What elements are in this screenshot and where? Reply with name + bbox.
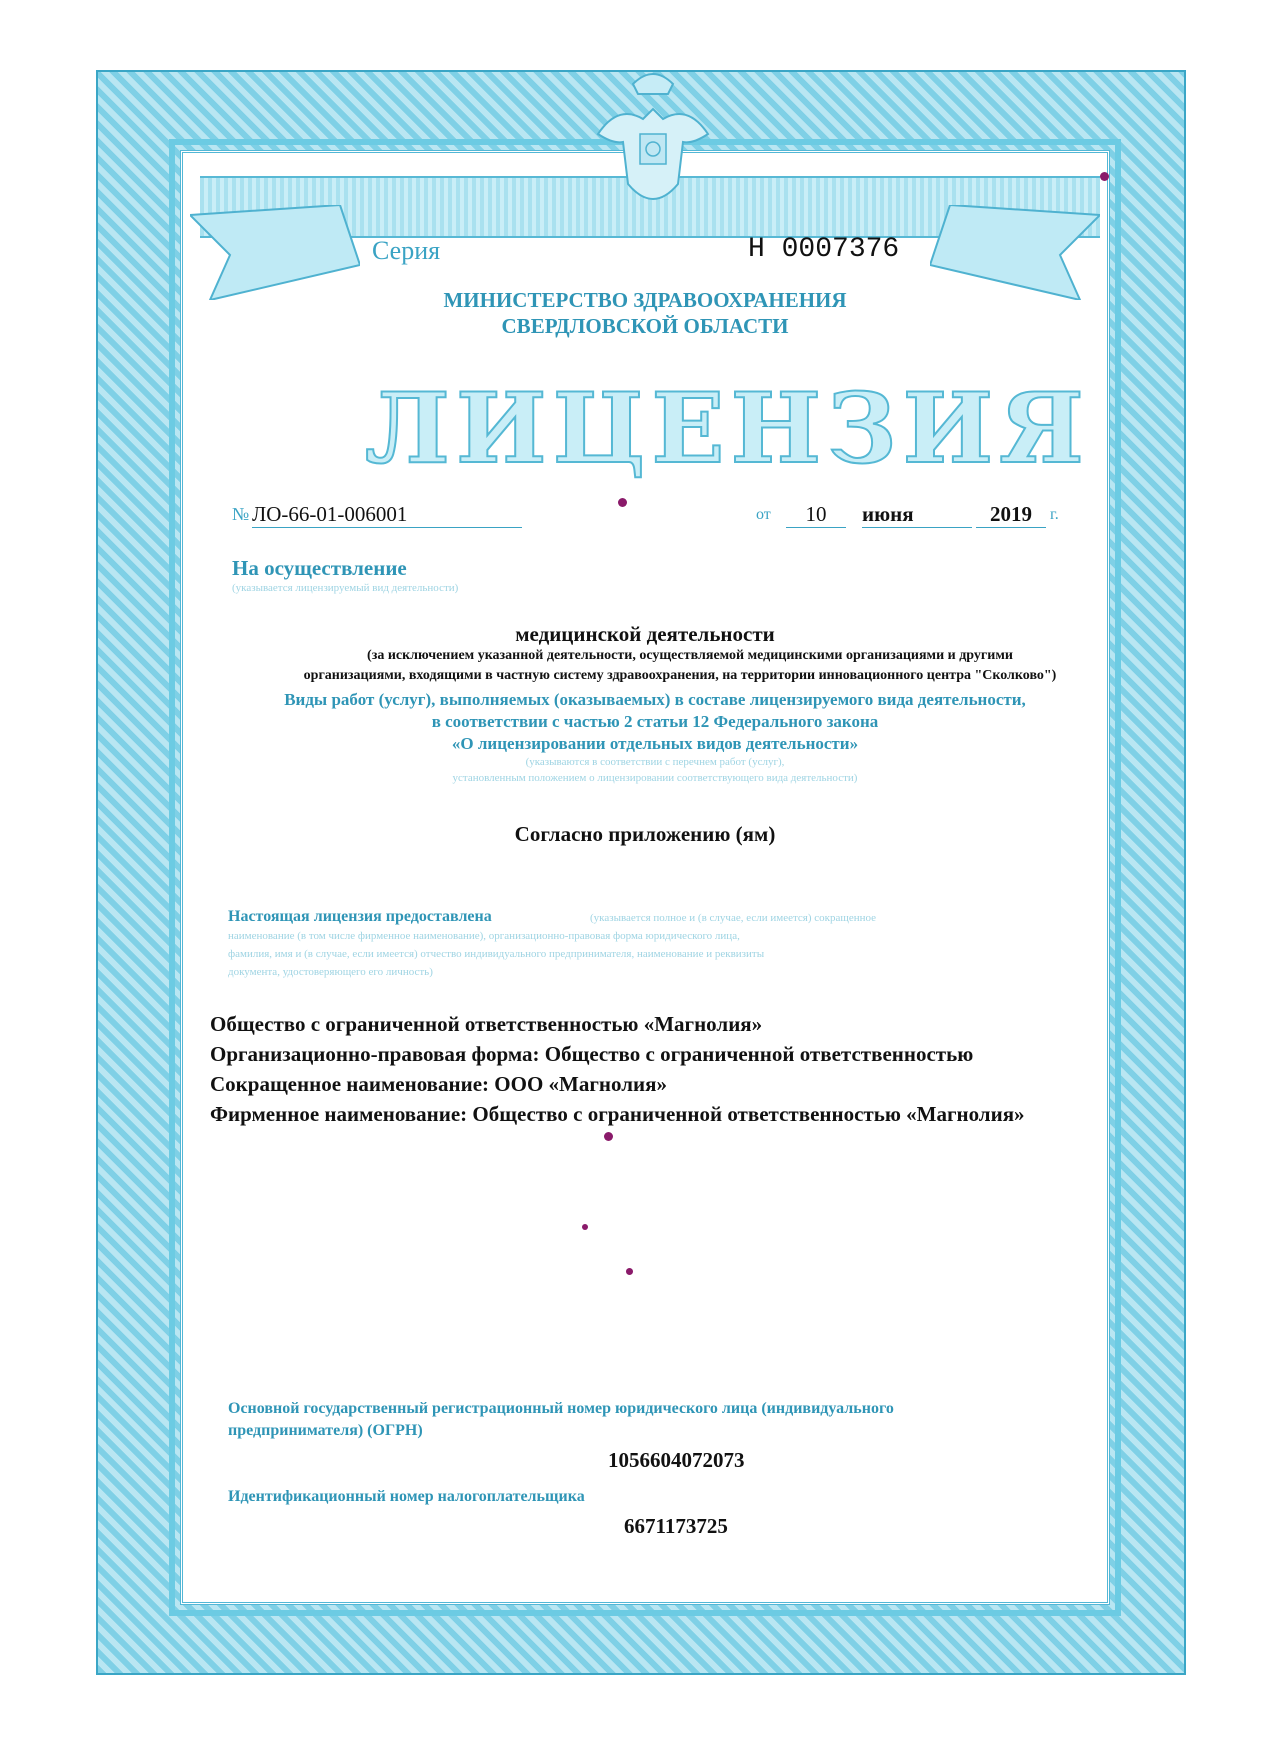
activity-hint: (указывается лицензируемый вид деятельности) xyxy=(232,582,459,594)
works-label-line-2: в соответствии с частью 2 статьи 12 Федерального закона xyxy=(431,712,879,731)
ribbon-right-tail xyxy=(930,205,1100,300)
series-label: Серия xyxy=(372,236,441,265)
org-full-name: Общество с ограниченной ответственностью «Магнолия» xyxy=(210,1012,763,1036)
coat-of-arms-icon xyxy=(588,64,718,224)
ribbon-left-tail xyxy=(190,205,360,300)
activity-note-line-2: организациями, входящими в частную систему здравоохранения, на территории инновационного центра "Сколково") xyxy=(303,668,1057,683)
date-prefix: от xyxy=(756,506,771,523)
ink-dot xyxy=(1100,172,1109,181)
content-area xyxy=(180,150,1110,1605)
inn-label: Идентификационный номер налогоплательщика xyxy=(228,1488,585,1505)
granted-label: Настоящая лицензия предоставлена xyxy=(228,908,492,925)
org-short-name: Сокращенное наименование: ООО «Магнолия» xyxy=(210,1072,667,1096)
ministry-line-1: МИНИСТЕРСТВО ЗДРАВООХРАНЕНИЯ xyxy=(443,288,847,312)
inn-value: 6671173725 xyxy=(624,1514,728,1538)
date-month: июня xyxy=(862,502,972,528)
ogrn-label-line-2: предпринимателя) (ОГРН) xyxy=(228,1422,423,1439)
activity-value: медицинской деятельности xyxy=(515,622,775,646)
series-number: Н 0007376 xyxy=(748,234,900,265)
ink-dot xyxy=(582,1224,588,1230)
works-label-line-3: «О лицензировании отдельных видов деятельности» xyxy=(451,734,859,753)
granted-hint-line-2: наименование (в том числе фирменное наименование), организационно-правовая форма юридического лица, xyxy=(228,930,740,942)
granted-hint-line-4: документа, удостоверяющего его личность) xyxy=(228,966,433,978)
date-year: 2019 xyxy=(976,502,1046,528)
number-label: № xyxy=(232,504,250,524)
activity-note-line-1: (за исключением указанной деятельности, осуществляемой медицинскими организациями и другими xyxy=(367,648,1013,663)
ink-dot xyxy=(626,1268,633,1275)
works-label-line-1: Виды работ (услуг), выполняемых (оказываемых) в составе лицензируемого вида деятельности, xyxy=(284,690,1026,709)
ogrn-label-line-1: Основной государственный регистрационный номер юридического лица (индивидуального xyxy=(228,1400,894,1417)
works-value: Согласно приложению (ям) xyxy=(514,822,776,846)
date-day: 10 xyxy=(786,502,846,528)
ministry-line-2: СВЕРДЛОВСКОЙ ОБЛАСТИ xyxy=(501,314,789,338)
works-hint-line-1: (указываются в соответствии с перечнем работ (услуг), xyxy=(525,756,785,768)
license-number: ЛО-66-01-006001 xyxy=(252,502,522,528)
document-title: ЛИЦЕНЗИЯ xyxy=(365,372,1090,485)
org-legal-form: Организационно-правовая форма: Общество с ограниченной ответственностью xyxy=(210,1042,974,1066)
date-suffix: г. xyxy=(1050,506,1059,523)
works-hint-line-2: установленным положением о лицензировании соответствующего вида деятельности) xyxy=(452,772,858,784)
org-brand-name: Фирменное наименование: Общество с ограниченной ответственностью «Магнолия» xyxy=(210,1102,1025,1126)
activity-label: На осуществление xyxy=(232,556,407,580)
granted-hint-line-3: фамилия, имя и (в случае, если имеется) отчество индивидуального предпринимателя, наименование и реквизиты xyxy=(228,948,765,960)
ink-dot xyxy=(618,498,627,507)
ink-dot xyxy=(604,1132,613,1141)
granted-hint-line-1: (указывается полное и (в случае, если имеется) сокращенное xyxy=(590,912,877,924)
ogrn-value: 1056604072073 xyxy=(608,1448,745,1472)
